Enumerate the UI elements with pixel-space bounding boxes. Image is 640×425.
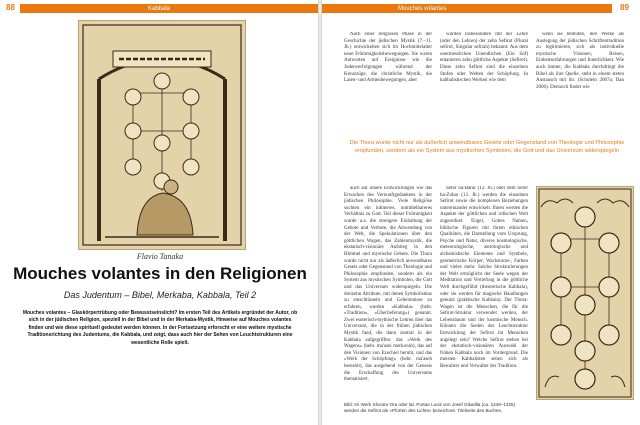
column-1-bottom [344, 186, 432, 416]
woodcut-drawing [79, 21, 245, 249]
sefirot-drawing [537, 187, 633, 399]
header-bar-left [20, 4, 318, 13]
column-2-top [440, 32, 528, 132]
header-label-left: Kabbala [148, 5, 171, 12]
article-subtitle: Das Judentum – Bibel, Merkaba, Kabbala, Teil 2 [63, 290, 257, 300]
sefirot-woodcut [536, 186, 634, 400]
column-2-bottom [440, 186, 528, 416]
figure-caption: Bild: Im Werk Sha'are Ora oder lat. Portae Lucis von Josef Gikatilla (ca. 1248–1325) werden die Sefirot als »Pforten des Lichts« bezeichnet. Titelseite des Buches. [344, 402, 516, 413]
pull-quote: Die Thora wurde nicht nur als äußerlich anwendbares Gesetz oder Gegenstand von Theologie und Philosophie empfunden, sondern als ein System aus mystischen Symbolen, die Gott und das Universum widerspiegeln [349, 140, 625, 154]
left-page [0, 0, 318, 425]
column-3-top-text: wenn sie bemühte, ihre Werke als Auslegung der jüdischen Schriftentradition zu legitimieren, sich als individuelle mystische Visionen, Reisen, Einheitserfahrungen und Innerlichkeit. Wie auch immer, die Kabbala durchdringt die Bibel als ihre Quelle, steht in einem steten Austausch mit ihr. (Scholem 2007a; Dan 2006). Dennoch findet wie [536, 32, 624, 90]
column-1-bottom-text: auch auf innere Entwicklungen wie das Erwachen des Vernunftgedankens in der jüdischen Philosophie. Viele Religiöse suchten ein intimeres, unmittelbareres Verhältnis zu Gott. Teil dieser Frömmigkeit wurde u.a. die strengere Einhaltung der Gebote und Verbote, die Abwendung von der Welt, die Spekulationen über den göttlichen Wagen, das Zahlenmystik, die ekstatisch-visionäre Aufstieg in den Himmel und mystische Gebete. Die Thora wurde nicht nur als äußerlich anwendbares Gesetz oder Gegenstand von Theologie und Philosophie empfunden, sondern als ein System aus mystischen Symbolen, die Gott und das Universum widerspiegeln. Die dreizehn Attribute, mit denen Symbolismus zu entschlüsseln und Geheimnisse zu erfahren, wurden »Kabbala« (hebr. »Tradition«, »Überlieferung«) genannt. Zwei esoterisch-mythische Lehren über das Universum, die in der frühen jüdischen Mystik fand, die dann zentral in der Kabbala aufgegriffen: das »Werk des Wagens« (hebr. ma'asei merkavah), das auf den Visionen von Ezechiel beruht, und das »Werk der Schöpfung« (hebr. ma'aseh bereshit), das ausgehend von der Genesis die Erschaffung des Universums thematisiert. [344, 186, 432, 383]
header-bar-right [322, 4, 612, 13]
column-1-top [344, 32, 432, 132]
column-1-top-text: Nach einer religiösen Phase in der Geschichte der jüdischen Mystik (7.–11. Jh.) entwickelten sich im Hochmittelalter neue Frömmigkeitsbewegungen. Sie waren Antworten auf Ereignisse wie die Judenverfolgungen während der Kreuzzüge, die christliche Mystik, die Laien- und Armenbewegungen, aber [344, 32, 432, 84]
article-title: Mouches volantes in den Religionen [13, 264, 307, 283]
article-lead: Mouches volantes – Glaskörpertrübung oder Bewusstseinslicht? Im ersten Teil des Artikels ergründet der Autor, ob sich in der jüdischen Religion, speziell in der Bibel und in der Merkaba-Mystik, Hinweise auf Mouches volantes finden und wie diese spirituell gedeutet werden können. In der Fortsetzung erforscht er eine weitere mystische Traditionsrichtung des Judentums, die Kabbala, und zeigt, dass auch hier der Sehen von Leuchtstrukturen eine wesentliche Rolle spielt. [22, 310, 298, 346]
column-3-top [536, 32, 624, 132]
right-page [322, 0, 640, 425]
page-number-left: 88 [6, 3, 15, 12]
column-2-top-text: wurden insbesondere mit der Lehre (oder den Lehren) der zehn Sefirot (Plural sefirot, Singular sefirah) bekannt: Aus dem unermesslichen Unendlichen (Ein Sof) emanieren zehn göttliche Aspekte (Sefirot). Diese zehn Sefirot sind die einzelnen Stufen oder Welten der Schöpfung. In kabbalistischen Werken wie dem [440, 32, 528, 84]
column-2-bottom-text: Sefer ha-Bahir (12. Jh.) oder dem Sefer ha-Zohar (13. Jh.) werden die einzelnen Sefirot sowie die komplexen Beziehungen untereinander entwickelt. Ihnen werden die Aspekte der göttlichen und irdischen Welt zugeordnet: Engel, Gottes Namen, biblische Figuren mit ihrem ethischen Qualitäten, die Darstellung vom Ursprung, Psyche und Natur, diverse kosmologische, meteorologische, astrologische und alchemistische Elemente und Symbole, geometrische Körper, Wachstums-, Farben und vieles mehr. Solche Strukturierungen der Welt ermöglicht der Seele wegen der Meditation und Vertiefung in die göttliche Welt durchgeführt (theoretische Kabbala), oder sie werden für magische Handlungen genutzt (praktische Kabbala). Der Thora-Wagen ist die Menschen, die für die Sefirot-Struktur verwendet werden, der Lebensbaum und der kosmische Mensch. Können die Seelen der Leuchtstruktur Entwicklung der Sefirot im Menschen angelegt sein? Welche Sefirot stehen bei der ekstatisch-visionären Auswahl der frühen Kabbala noch im Vordergrund. Die meisten Kabbalisten sehen sich als Bewahrer und Verwalter der Tradition. [440, 186, 528, 370]
image-credit: Flavio Tanaka [136, 252, 184, 261]
portae-lucis-woodcut [78, 20, 246, 250]
page-number-right: 89 [620, 3, 629, 12]
header-label-right: Mouches volantes [398, 5, 447, 12]
